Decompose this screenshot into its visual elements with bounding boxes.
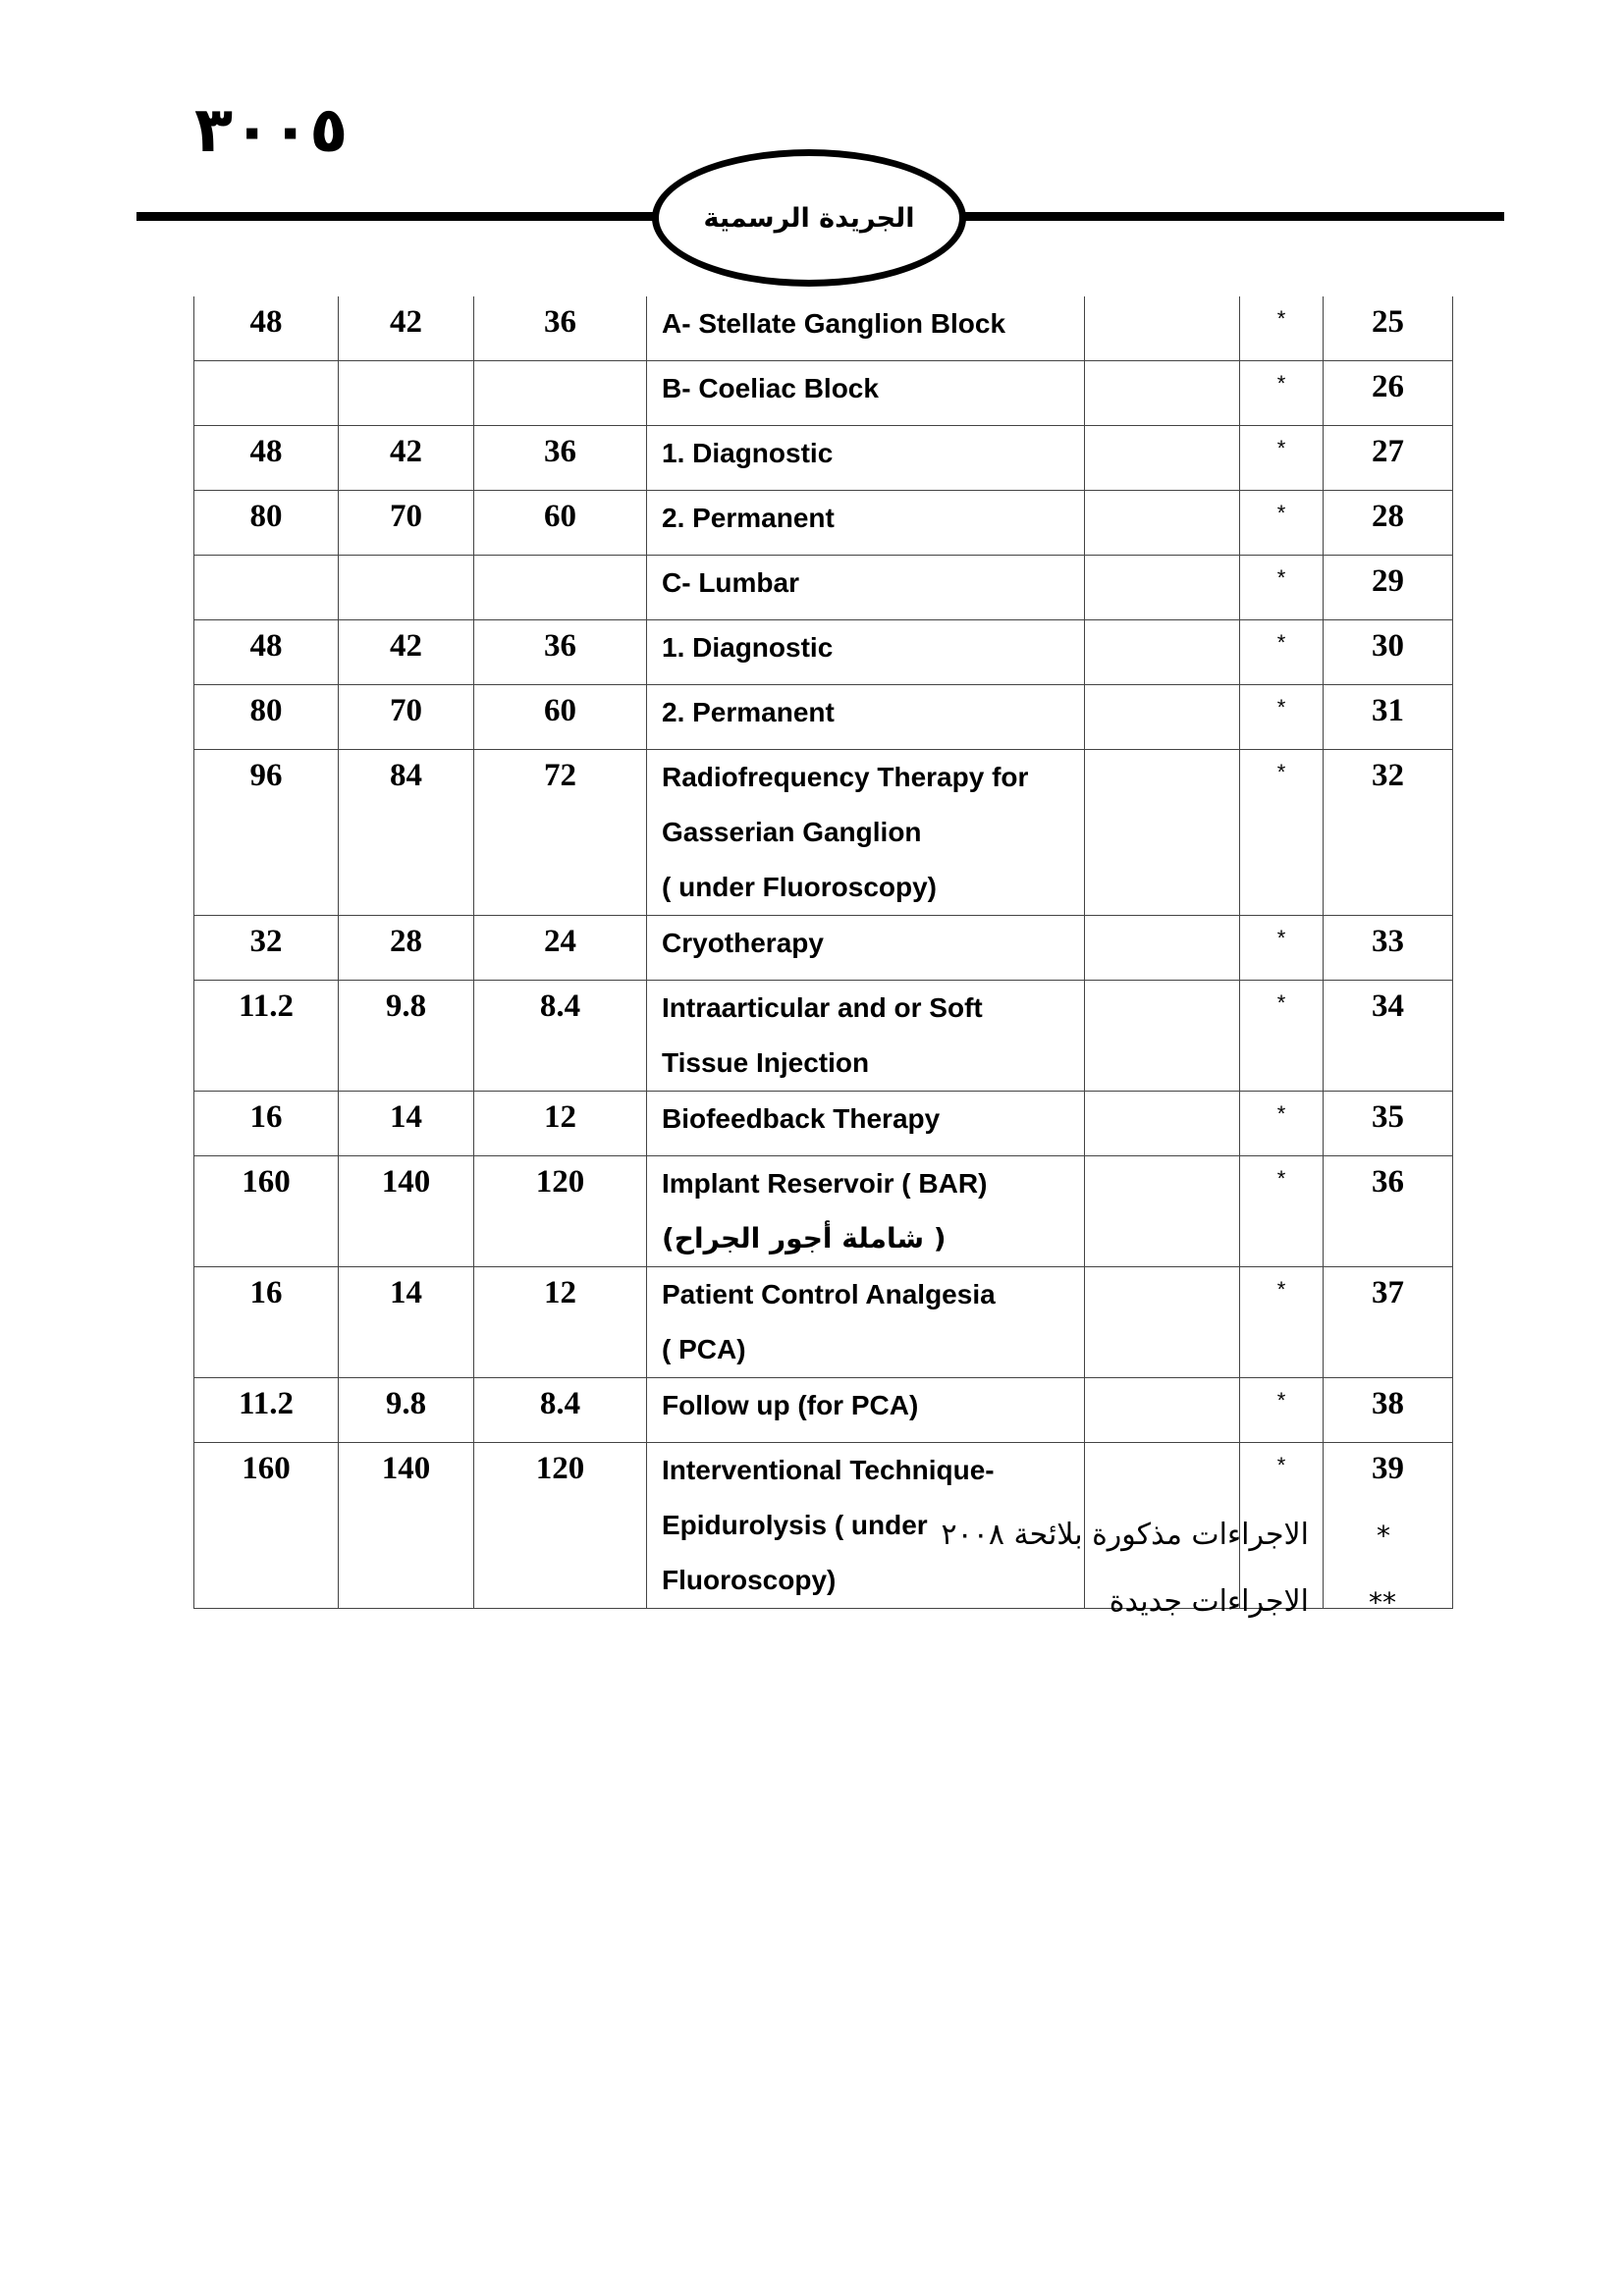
description-line: Patient Control Analgesia: [662, 1279, 996, 1309]
fee-col-3: 120: [474, 1443, 647, 1609]
item-number: 27: [1324, 426, 1453, 491]
description-line: 1. Diagnostic: [662, 438, 834, 468]
fee-col-2: 140: [339, 1443, 474, 1609]
description-line: Gasserian Ganglion: [662, 817, 922, 847]
fee-col-3: 120: [474, 1156, 647, 1267]
description-line: Epidurolysis ( under: [662, 1510, 928, 1540]
fee-col-1: [194, 361, 339, 426]
code-cell: [1085, 685, 1240, 750]
fee-col-2: [339, 556, 474, 620]
fee-col-3: 72: [474, 750, 647, 916]
footnote-text: الاجراءات مذكورة بلائحة ٢٠٠٨: [941, 1518, 1309, 1552]
item-number: 39: [1324, 1443, 1453, 1609]
description-line: ( شاملة أجور الجراح): [662, 1222, 947, 1255]
item-number: 30: [1324, 620, 1453, 685]
description-line: Follow up (for PCA): [662, 1390, 919, 1420]
description-line: 1. Diagnostic: [662, 632, 834, 663]
procedure-description: [647, 916, 1085, 981]
fee-col-2: 42: [339, 296, 474, 361]
fee-col-1: 16: [194, 1267, 339, 1378]
code-cell: [1085, 981, 1240, 1092]
table-row: [194, 1378, 1453, 1443]
item-number: 32: [1324, 750, 1453, 916]
table-row: [194, 426, 1453, 491]
procedure-description: [647, 361, 1085, 426]
fee-col-2: 9.8: [339, 981, 474, 1092]
description-line: Implant Reservoir ( BAR): [662, 1168, 988, 1199]
fee-col-1: 48: [194, 620, 339, 685]
existing-mark: *: [1240, 1267, 1324, 1378]
existing-mark: *: [1240, 981, 1324, 1092]
existing-mark: *: [1240, 296, 1324, 361]
code-cell: [1085, 750, 1240, 916]
existing-mark: *: [1240, 620, 1324, 685]
fee-col-1: 80: [194, 491, 339, 556]
fee-col-2: 14: [339, 1092, 474, 1156]
table-row: [194, 296, 1453, 361]
table-row: [194, 685, 1453, 750]
table-row: [194, 620, 1453, 685]
table-row: [194, 556, 1453, 620]
code-cell: [1085, 556, 1240, 620]
description-line: Tissue Injection: [662, 1047, 870, 1078]
fee-col-1: 32: [194, 916, 339, 981]
fee-col-1: 48: [194, 426, 339, 491]
fee-col-3: 60: [474, 491, 647, 556]
description-line: ( under Fluoroscopy): [662, 872, 937, 902]
table-row: [194, 981, 1453, 1092]
procedure-description: [647, 750, 1085, 916]
fee-col-3: 36: [474, 620, 647, 685]
existing-mark: *: [1240, 1378, 1324, 1443]
procedure-description: [647, 1092, 1085, 1156]
procedure-description: [647, 296, 1085, 361]
fee-col-1: 96: [194, 750, 339, 916]
code-cell: [1085, 296, 1240, 361]
procedure-description: [647, 981, 1085, 1092]
existing-mark: *: [1240, 750, 1324, 916]
fee-col-1: 16: [194, 1092, 339, 1156]
table-row: [194, 1092, 1453, 1156]
code-cell: [1085, 916, 1240, 981]
procedure-description: [647, 1156, 1085, 1267]
fee-col-3: 8.4: [474, 1378, 647, 1443]
item-number: 35: [1324, 1092, 1453, 1156]
item-number: 29: [1324, 556, 1453, 620]
footnote-text: الاجراءات جديدة: [1109, 1584, 1309, 1619]
fee-col-2: 42: [339, 620, 474, 685]
description-line: B- Coeliac Block: [662, 373, 879, 403]
code-cell: [1085, 1092, 1240, 1156]
code-cell: [1085, 361, 1240, 426]
code-cell: [1085, 1378, 1240, 1443]
description-line: 2. Permanent: [662, 697, 835, 727]
fee-col-1: 11.2: [194, 1378, 339, 1443]
existing-mark: *: [1240, 556, 1324, 620]
table-row: [194, 1156, 1453, 1267]
description-line: A- Stellate Ganglion Block: [662, 308, 1006, 339]
table-row: [194, 1267, 1453, 1378]
description-line: Cryotherapy: [662, 928, 824, 958]
page-number: ٣٠٠٥: [194, 94, 349, 167]
existing-mark: *: [1240, 1156, 1324, 1267]
description-line: Radiofrequency Therapy for: [662, 762, 1029, 792]
fee-col-1: 160: [194, 1156, 339, 1267]
existing-mark: *: [1240, 426, 1324, 491]
fee-col-1: 160: [194, 1443, 339, 1609]
procedure-description: [647, 426, 1085, 491]
table-row: [194, 916, 1453, 981]
description-line: C- Lumbar: [662, 567, 799, 598]
footnote-mark: **: [1369, 1586, 1396, 1619]
fee-col-2: 140: [339, 1156, 474, 1267]
procedure-description: [647, 1378, 1085, 1443]
item-number: 31: [1324, 685, 1453, 750]
fee-col-3: 60: [474, 685, 647, 750]
fee-col-3: 12: [474, 1267, 647, 1378]
existing-mark: *: [1240, 1443, 1324, 1609]
description-line: Interventional Technique-: [662, 1455, 995, 1485]
description-line: Fluoroscopy): [662, 1565, 837, 1595]
procedure-description: [647, 620, 1085, 685]
fee-col-2: 14: [339, 1267, 474, 1378]
fee-col-2: 70: [339, 685, 474, 750]
fee-col-1: [194, 556, 339, 620]
fee-col-3: [474, 556, 647, 620]
fee-col-2: 28: [339, 916, 474, 981]
fee-col-3: 36: [474, 296, 647, 361]
item-number: 28: [1324, 491, 1453, 556]
code-cell: [1085, 426, 1240, 491]
table-row: [194, 750, 1453, 916]
fee-col-2: 42: [339, 426, 474, 491]
gazette-title-oval: [652, 149, 966, 287]
code-cell: [1085, 491, 1240, 556]
fees-table: [193, 296, 1453, 1609]
fee-col-2: 84: [339, 750, 474, 916]
description-line: Intraarticular and or Soft: [662, 992, 983, 1023]
fee-col-2: 9.8: [339, 1378, 474, 1443]
item-number: 36: [1324, 1156, 1453, 1267]
existing-mark: *: [1240, 491, 1324, 556]
fee-col-1: 80: [194, 685, 339, 750]
procedure-description: [647, 685, 1085, 750]
item-number: 37: [1324, 1267, 1453, 1378]
description-line: 2. Permanent: [662, 503, 835, 533]
existing-mark: *: [1240, 916, 1324, 981]
table-row: [194, 491, 1453, 556]
fee-col-1: 11.2: [194, 981, 339, 1092]
procedure-description: [647, 1267, 1085, 1378]
existing-mark: *: [1240, 685, 1324, 750]
fee-col-2: [339, 361, 474, 426]
item-number: 25: [1324, 296, 1453, 361]
description-line: ( PCA): [662, 1334, 746, 1364]
footnote-mark: *: [1377, 1520, 1390, 1552]
fee-col-1: 48: [194, 296, 339, 361]
code-cell: [1085, 1267, 1240, 1378]
procedure-description: [647, 491, 1085, 556]
item-number: 26: [1324, 361, 1453, 426]
gazette-title: الجريدة الرسمية: [703, 202, 915, 234]
item-number: 34: [1324, 981, 1453, 1092]
fee-col-3: 12: [474, 1092, 647, 1156]
fee-col-2: 70: [339, 491, 474, 556]
fee-col-3: 24: [474, 916, 647, 981]
fee-col-3: 36: [474, 426, 647, 491]
fee-col-3: [474, 361, 647, 426]
procedure-description: [647, 556, 1085, 620]
existing-mark: *: [1240, 361, 1324, 426]
item-number: 38: [1324, 1378, 1453, 1443]
description-line: Biofeedback Therapy: [662, 1103, 941, 1134]
fee-col-3: 8.4: [474, 981, 647, 1092]
existing-mark: *: [1240, 1092, 1324, 1156]
table-row: [194, 361, 1453, 426]
code-cell: [1085, 620, 1240, 685]
item-number: 33: [1324, 916, 1453, 981]
code-cell: [1085, 1156, 1240, 1267]
